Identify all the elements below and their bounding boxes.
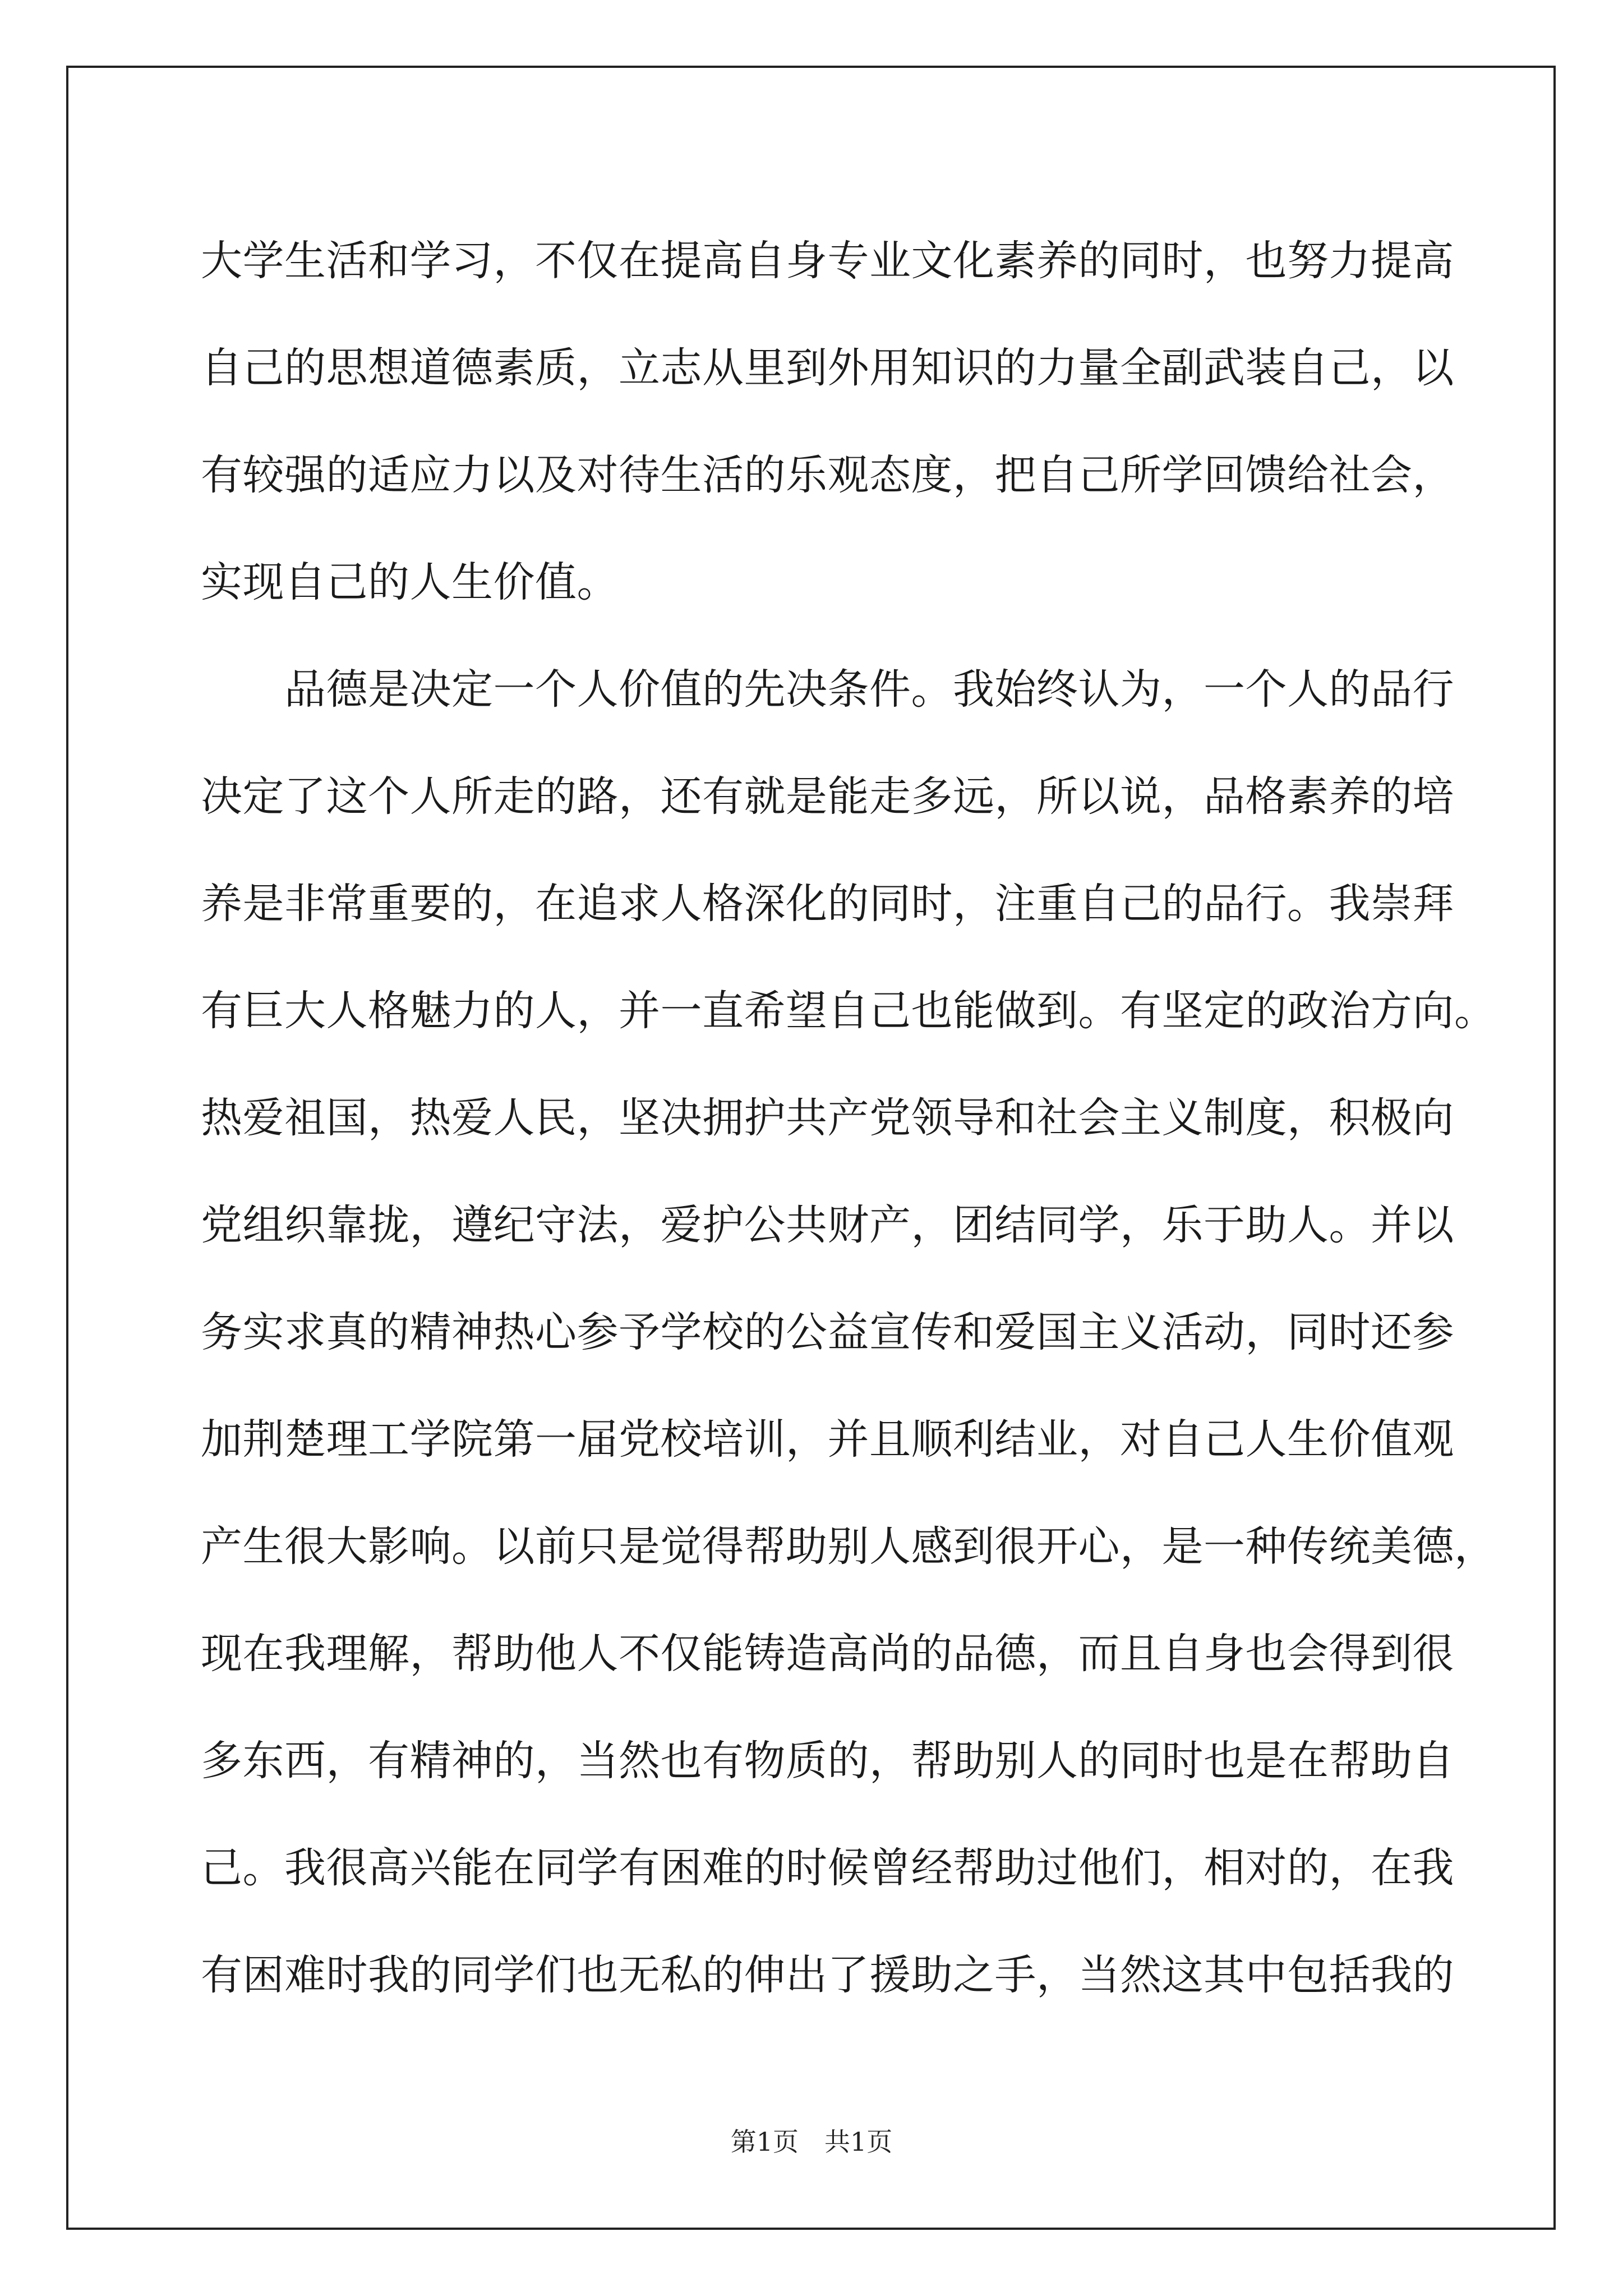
text-line: 有巨大人格魅力的人，并一直希望自己也能做到。有坚定的政治方向。 [201, 987, 1496, 1035]
text-line: 现在我理解，帮助他人不仅能铸造高尚的品德，而且自身也会得到很 [201, 1630, 1454, 1678]
text-line: 有困难时我的同学们也无私的伸出了援助之手，当然这其中包括我的 [201, 1951, 1454, 1999]
text-line: 产生很大影响。以前只是觉得帮助别人感到很开心，是一种传统美德， [201, 1522, 1496, 1571]
text-line: 多东西，有精神的，当然也有物质的，帮助别人的同时也是在帮助自 [201, 1737, 1454, 1785]
text-line: 品德是决定一个人价值的先决条件。我始终认为，一个人的品行 [201, 665, 1454, 714]
text-line: 自己的思想道德素质，立志从里到外用知识的力量全副武装自己，以 [201, 344, 1454, 392]
text-line: 己。我很高兴能在同学有困难的时候曾经帮助过他们，相对的，在我 [201, 1844, 1454, 1892]
text-line: 务实求真的精神热心参予学校的公益宣传和爱国主义活动，同时还参 [201, 1308, 1454, 1356]
text-line: 决定了这个人所走的路，还有就是能走多远，所以说，品格素养的培 [201, 772, 1454, 821]
text-line: 大学生活和学习，不仅在提高自身专业文化素养的同时，也努力提高 [201, 237, 1454, 285]
text-line: 实现自己的人生价值。 [201, 558, 619, 606]
text-line: 党组织靠拢，遵纪守法，爱护公共财产，团结同学，乐于助人。并以 [201, 1201, 1454, 1249]
page-number-footer: 第1页 共1页 [730, 2127, 893, 2157]
text-line: 加荆楚理工学院第一届党校培训，并且顺利结业，对自己人生价值观 [201, 1415, 1454, 1464]
text-line: 养是非常重要的，在追求人格深化的同时，注重自己的品行。我崇拜 [201, 880, 1454, 928]
text-line: 热爱祖国，热爱人民，坚决拥护共产党领导和社会主义制度，积极向 [201, 1094, 1454, 1142]
text-line: 有较强的适应力以及对待生活的乐观态度，把自己所学回馈给社会， [201, 451, 1454, 499]
document-body [201, 208, 1496, 2029]
